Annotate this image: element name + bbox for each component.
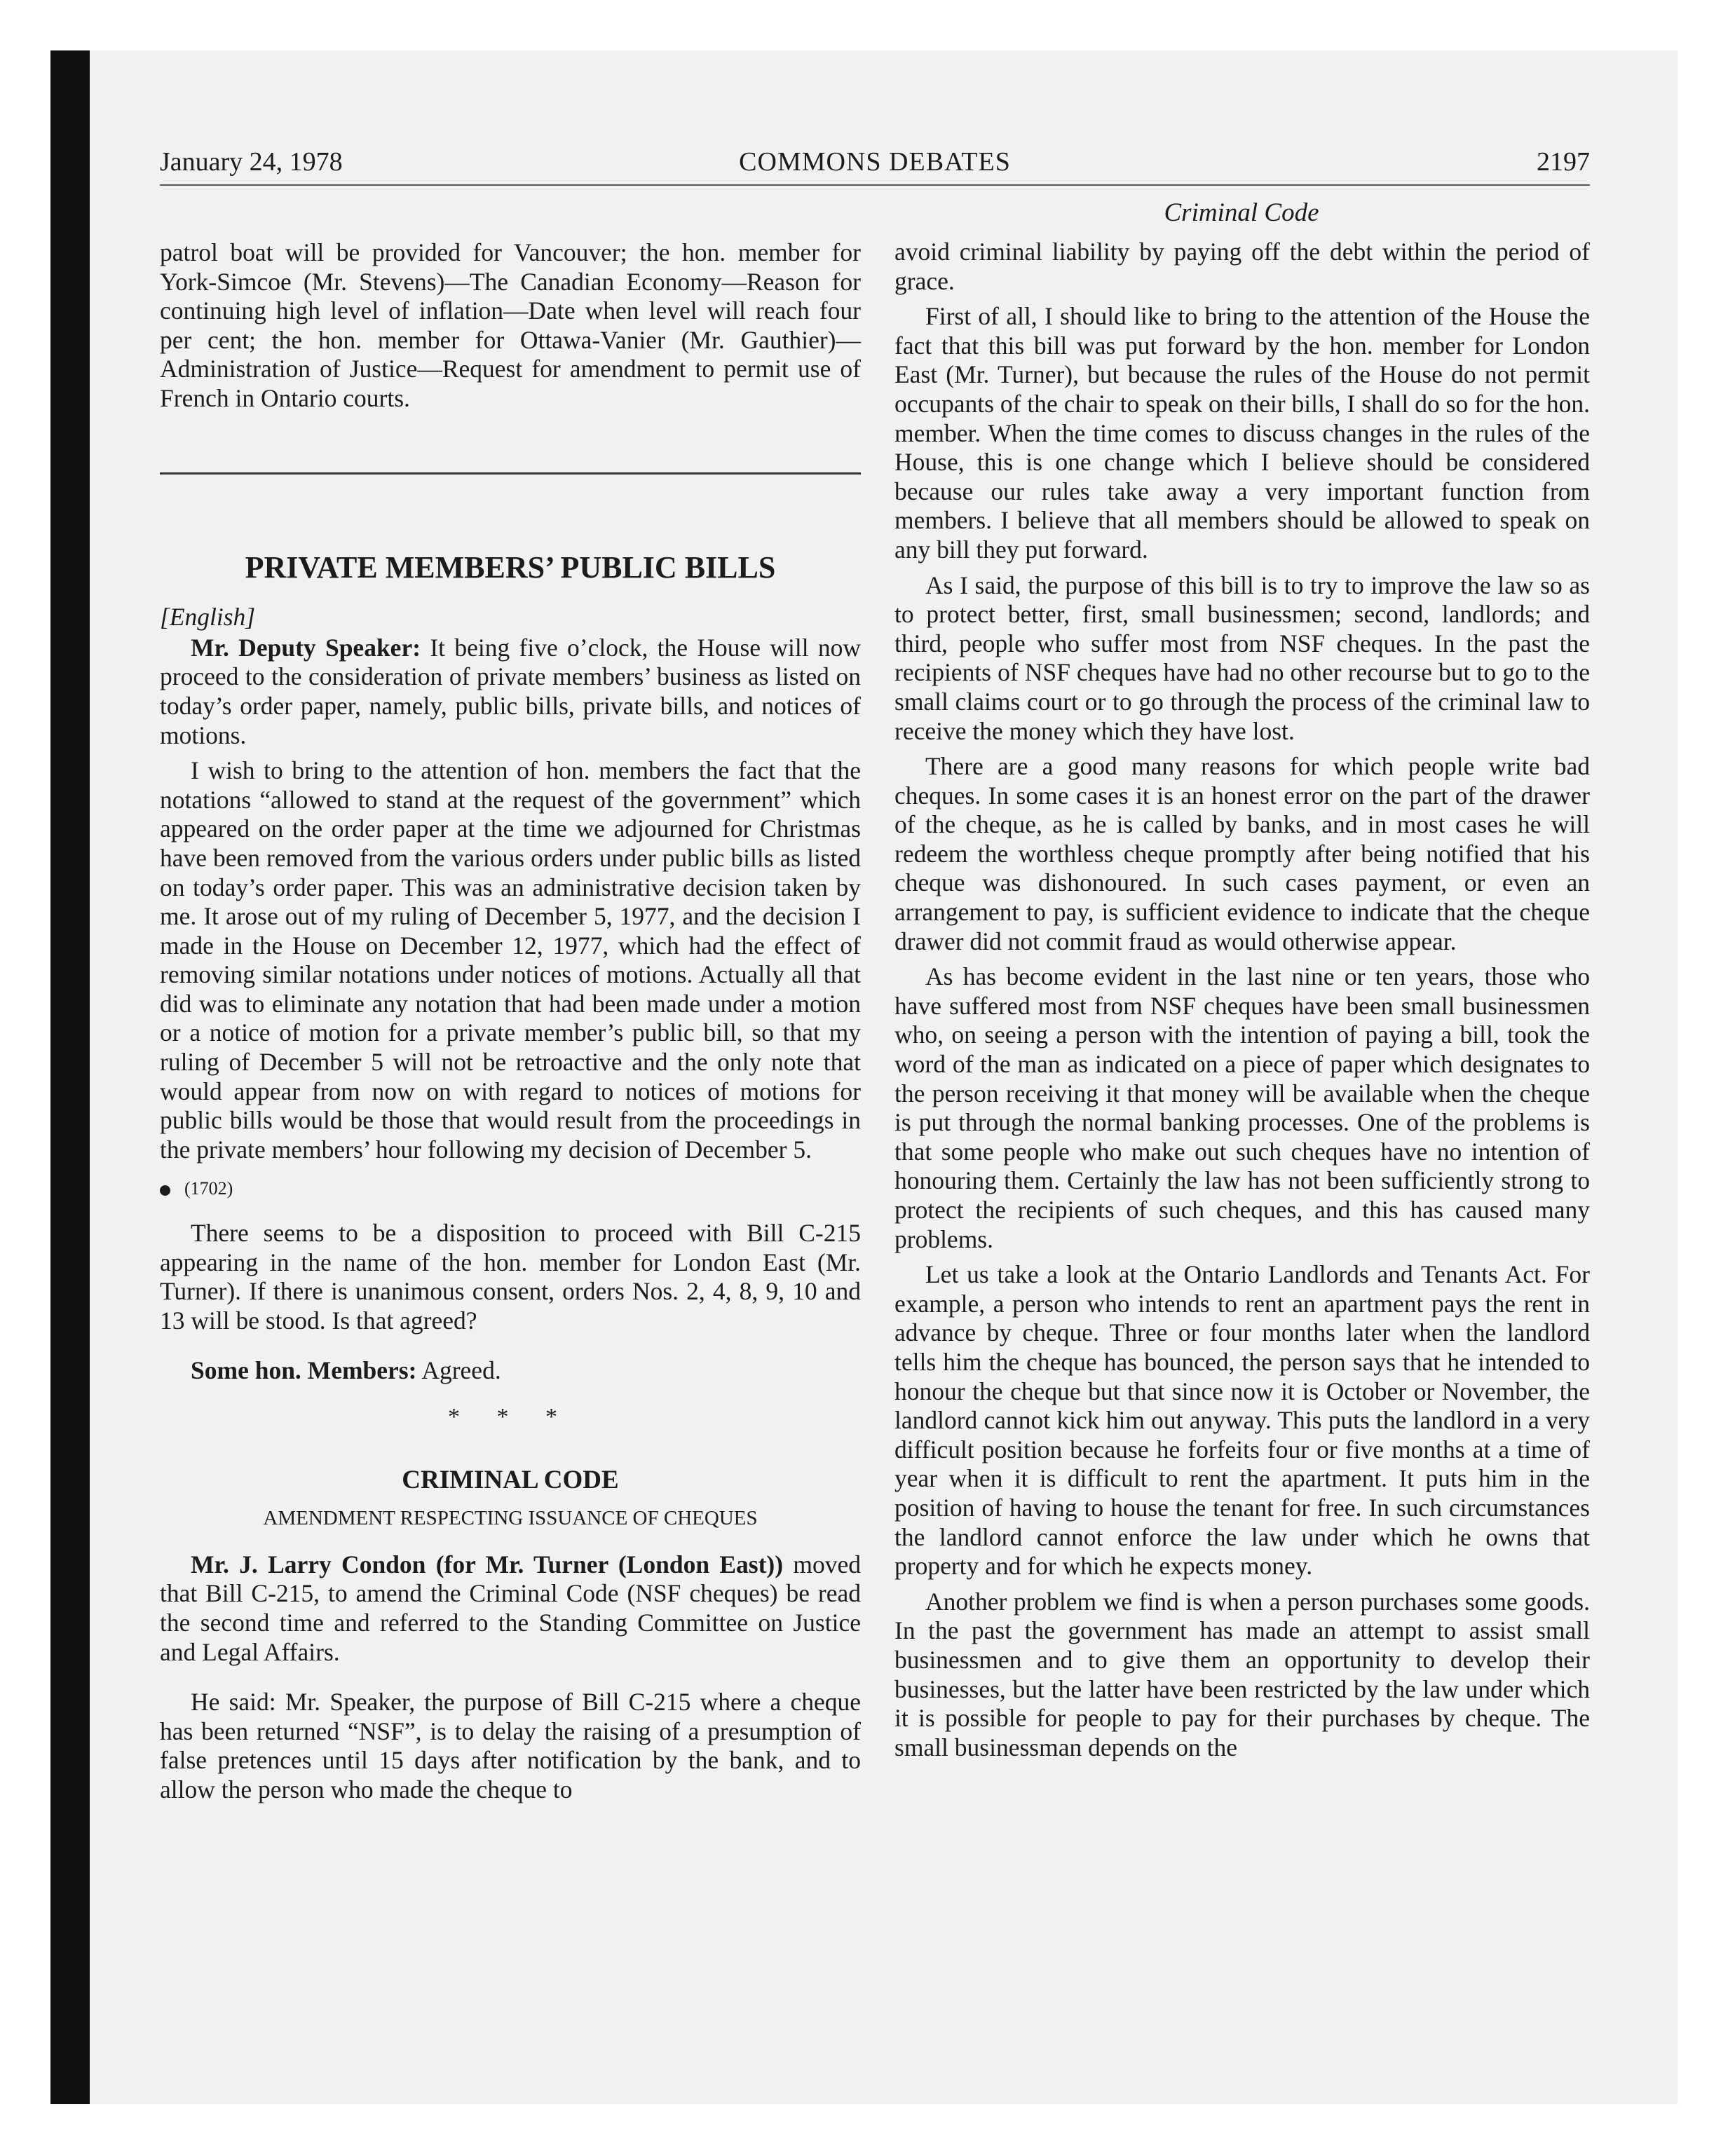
right-column [894,238,1590,1768]
subsection-heading: CRIMINAL CODE [402,1465,619,1494]
paragraph: There seems to be a disposition to proceed with Bill C-215 appearing in the name of the hon. member for London East (Mr. Turner). If there is unanimous consent, orders Nos. 2, 4, 8, 9, 10 and 13 will be stood. Is that agreed? [160,1219,861,1335]
intro-paragraph: patrol boat will be provided for Vancouver; the hon. member for York-Simcoe (Mr. Stevens)—The Canadian Economy—Reason for continuing high level of inflation—Date when level will reach four per cent; the hon. member for Ottawa-Vanier (Mr. Gauthier)—Administration of Justice—Request for amendment to permit use of French in Ontario courts. [160,238,861,412]
paragraph: avoid criminal liability by paying off the debt within the period of grace. [894,238,1590,295]
section-separator: * * * [448,1404,573,1430]
paragraph [160,634,861,750]
speaker-name: Some hon. Members: [191,1356,417,1385]
bullet-icon [160,1185,170,1196]
speaker-name: Mr. J. Larry Condon (for Mr. Turner (London East)) [191,1550,784,1578]
paragraph: I wish to bring to the attention of hon. members the fact that the notations “allowed to stand at the request of the government” which appeared on the order paper at the time we adjourned for Christmas have been removed from the various orders under public bills as listed on today’s order paper. This was an administrative decision taken by me. It arose out of my ruling of December 5, 1977, and the decision I made in the House on December 12, 1977, which had the effect of removing similar notations under notices of motions. Actually all that did was to eliminate any notation that had been made under a motion or a notice of motion for a private member’s public bill, so that my ruling of December 5 will not be retroactive and the only note that would appear from now on with regard to notices of motions for public bills would be those that would result from the proceedings in the private members’ hour following my decision of December 5. [160,756,861,1164]
paragraph [160,1356,861,1386]
language-tag: [English] [160,603,256,632]
paragraph: As has become evident in the last nine or ten years, those who have suffered most from NSF cheques have been small businessmen who, on seeing a person with the intention of paying a bill, took the word of the man as indicated on a piece of paper which designates to the person receiving it that money will be available when the cheque is put through the normal banking processes. One of the problems is that some people who make out such cheques have no intention of honouring them. Certainly the law has not been sufficiently strong to protect the recipients of such cheques, and this has caused many problems. [894,962,1590,1253]
time-text: (1702) [184,1178,233,1199]
paragraph: He said: Mr. Speaker, the purpose of Bill C-215 where a cheque has been returned “NSF”, is to delay the raising of a presumption of false pretences until 15 days after notification by the bank, and to allow the person who made the cheque to [160,1688,861,1803]
paragraph [160,1550,861,1667]
section-heading: PRIVATE MEMBERS’ PUBLIC BILLS [245,550,776,585]
page-header [160,144,1590,186]
paragraph: First of all, I should like to bring to the attention of the House the fact that this bill was put forward by the hon. member for London East (Mr. Turner), but because the rules of the House do not permit occupants of the chair to speak on their bills, I shall do so for the hon. member. When the time comes to discuss changes in the rules of the House, this is one change which I believe should be considered because our rules take away a very important function from members. I believe that all members should be allowed to speak on any bill they put forward. [894,302,1590,564]
paragraph: There are a good many reasons for which people write bad cheques. In some cases it is an honest error on the part of the drawer of the cheque, as he is called by banks, and in most cases he will redeem the worthless cheque promptly after being notified that his cheque was dishonoured. In such cases payment, or even an arrangement to pay, is sufficient evidence to indicate that the cheque drawer did not commit fraud as would otherwise appear. [894,752,1590,955]
left-column [160,238,861,1811]
time-marker [160,1174,861,1203]
header-date: January 24, 1978 [160,147,343,177]
paragraph: Another problem we find is when a person purchases some goods. In the past the government has made an attempt to assist small businessmen and to give them an opportunity to develop their businesses, but the latter have been restricted by the law under which it is possible for people to pay for their purchases by cheque. The small businessman depends on the [894,1587,1590,1761]
section-divider [160,472,861,475]
subsection-subheading: AMENDMENT RESPECTING ISSUANCE OF CHEQUES [263,1507,758,1530]
paragraph: Let us take a look at the Ontario Landlords and Tenants Act. For example, a person who intends to rent an apartment pays the rent in advance by cheque. Three or four months later when the landlord tells him the cheque has bounced, the person says that he intended to honour the cheque but that since now it is October or November, the landlord cannot kick him out anyway. This puts the landlord in a very difficult position because he forfeits four or five months at a time of year when it is difficult to rent the apartment. It puts him in the position of having to house the tenant for free. In such circumstances the landlord cannot enforce the law under which he owns that property and for which he expects money. [894,1260,1590,1581]
speaker-name: Mr. Deputy Speaker: [191,633,421,662]
paragraph-text: Agreed. [421,1356,501,1385]
page-number: 2197 [1537,147,1590,177]
paragraph: As I said, the purpose of this bill is to try to improve the law so as to protect better, first, small businessmen; second, landlords; and third, people who suffer most from NSF cheques. In the past the recipients of NSF cheques have had no other recourse but to go to the small claims court or to go through the process of the criminal law to receive the money which they have lost. [894,571,1590,745]
running-head: Criminal Code [1164,198,1319,227]
paragraph-text: moved that Bill C-215, to amend the Criminal Code (NSF cheques) be read the second time and referred to the Standing Committee on Justice and Legal Affairs. [160,1550,861,1666]
paragraph-text: It being five o’clock, the House will now proceed to the consideration of private members’ business as listed on today’s order paper, namely, public bills, private bills, and notices of motions. [160,633,862,749]
header-title: COMMONS DEBATES [739,147,1011,177]
scan-border [50,50,90,2104]
